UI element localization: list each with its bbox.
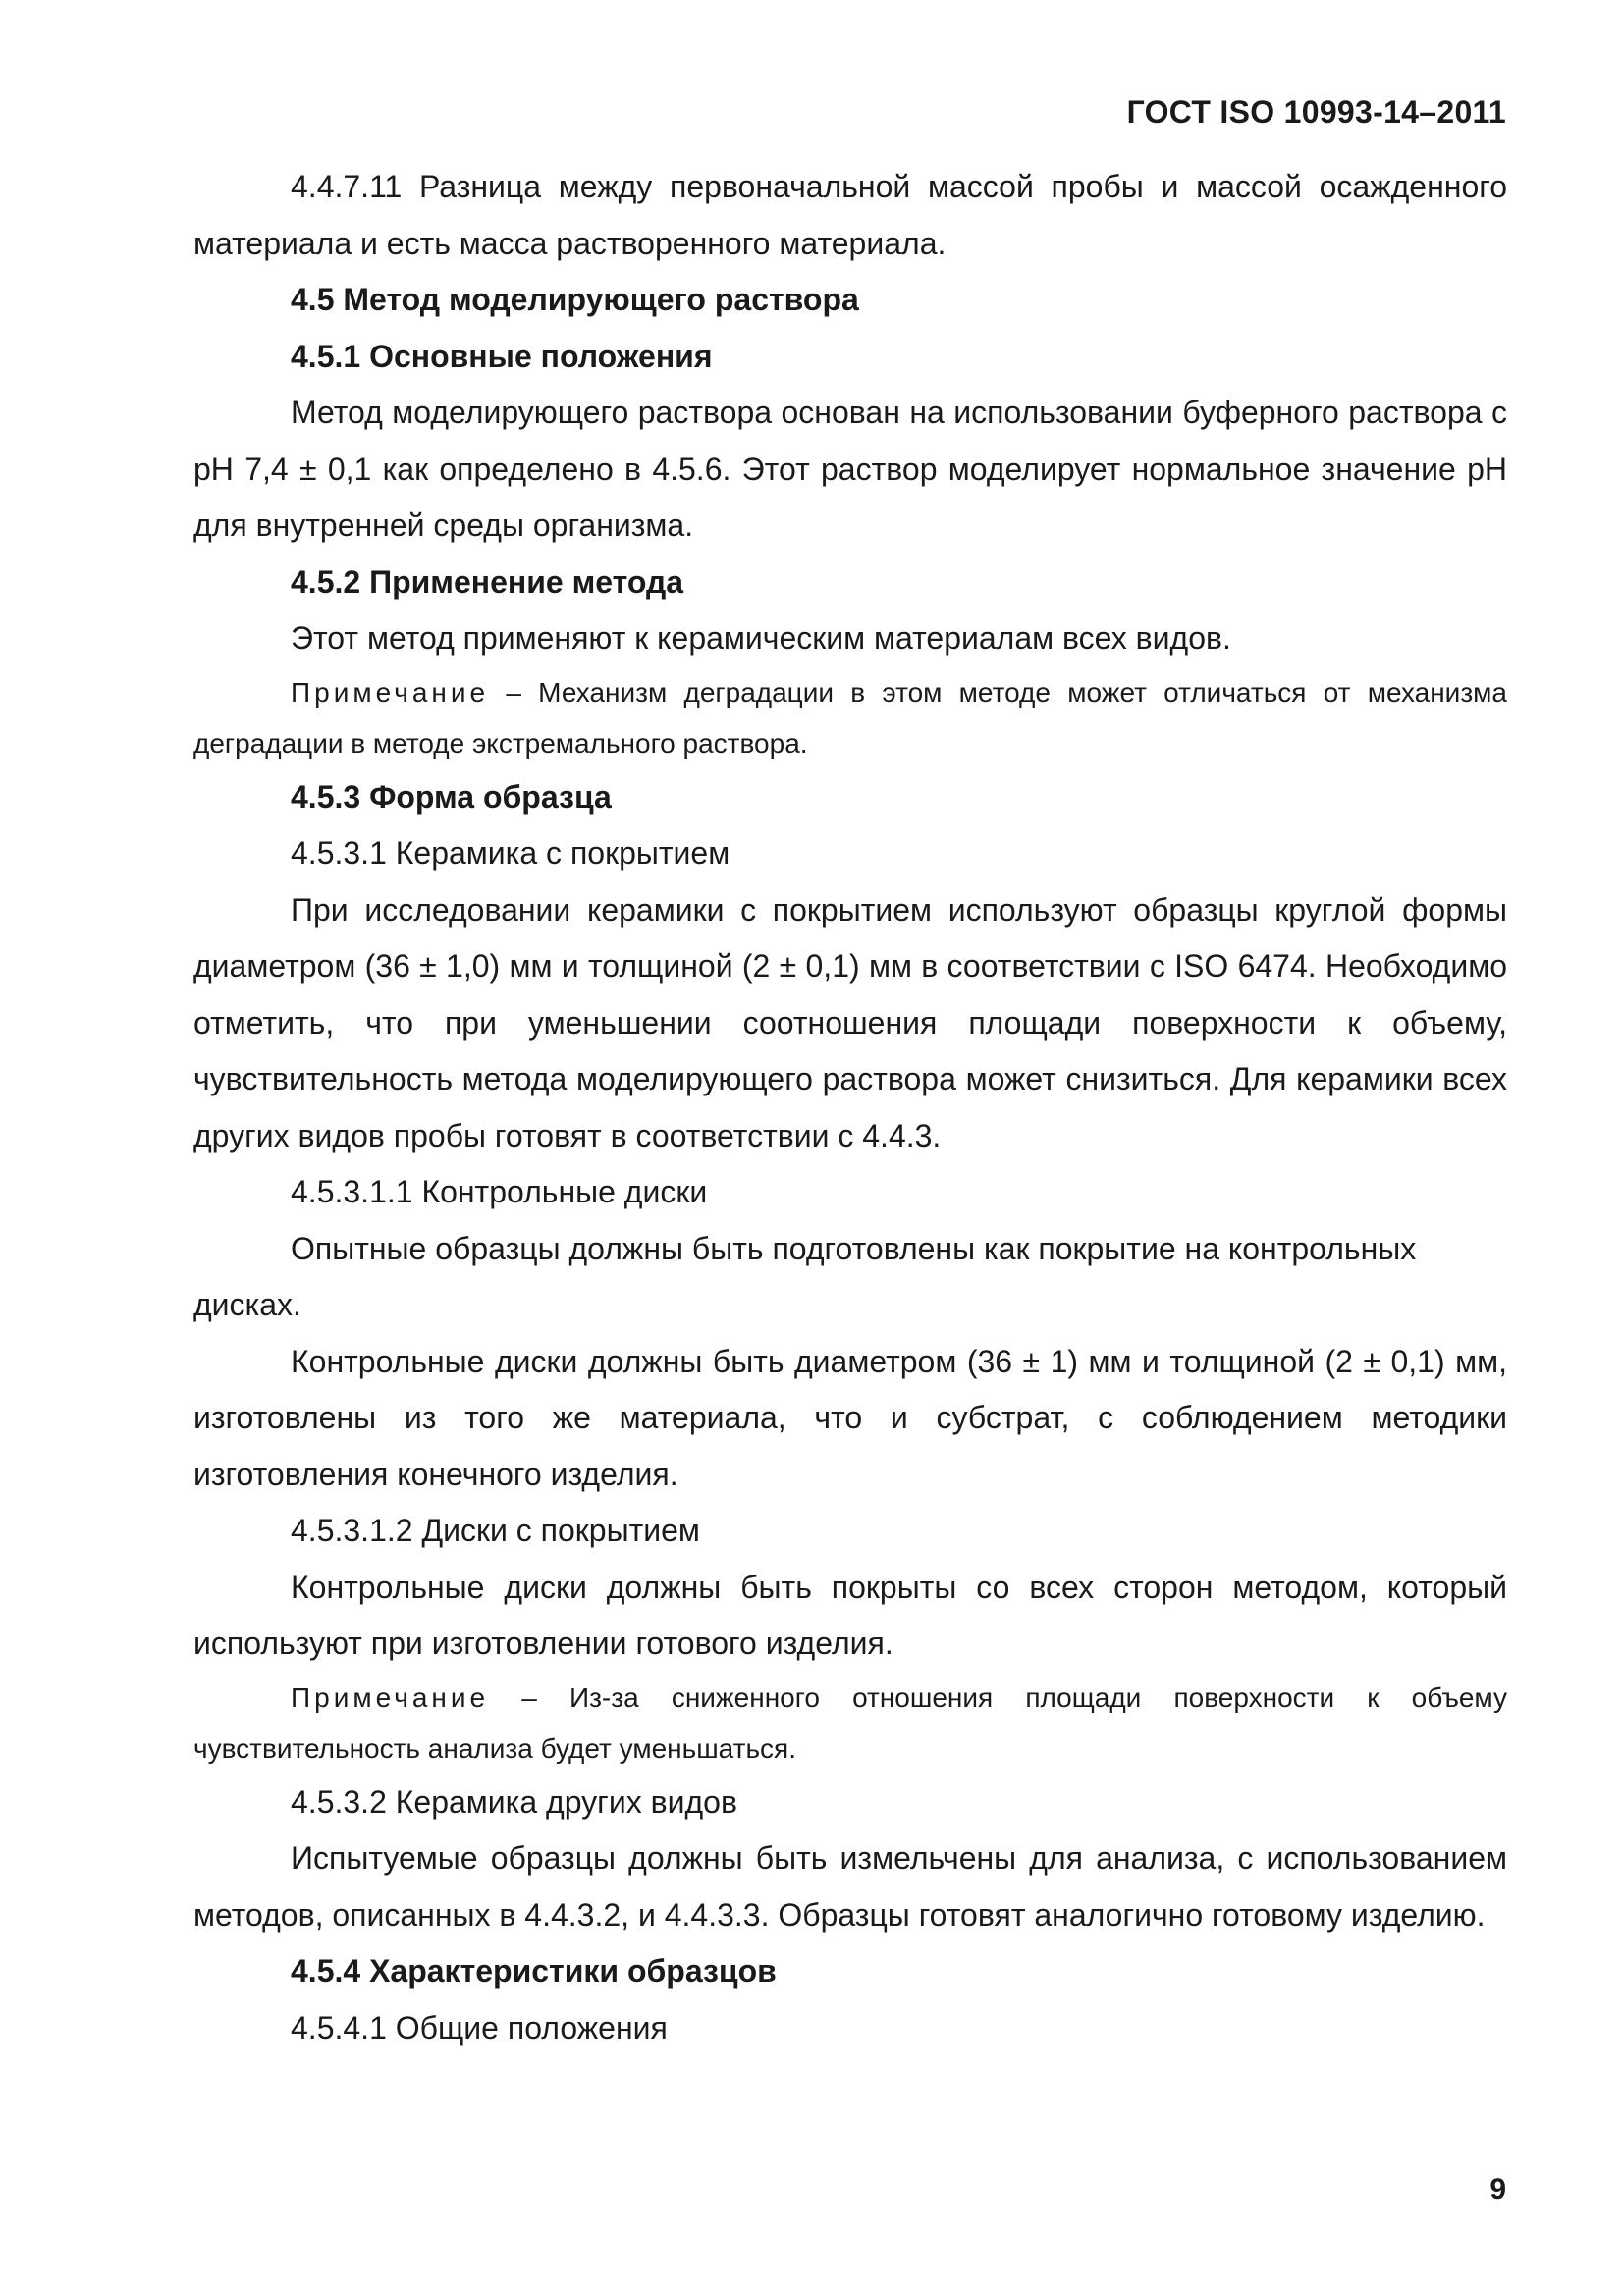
paragraph-4-5-3-1-body: При исследовании керамики с покрытием используют образцы круглой формы диаметром (36 ± 1,0) мм и толщиной (2 ± 0,1) мм в соответствии с ISO 6474. Необходимо отметить, что при уменьшении соотношения площади поверхности к объему, чувствительность метода моделирующего раствора может снизиться. Для керамики всех других видов пробы готовят в соответствии с 4.4.3. bbox=[193, 891, 1507, 1153]
document-code: ГОСТ ISO 10993-14–2011 bbox=[1126, 94, 1506, 130]
note-2 bbox=[193, 1673, 1507, 1775]
paragraph-4-5-4-1: 4.5.4.1 Общие положения bbox=[291, 2009, 668, 2046]
document-body bbox=[193, 159, 1507, 2056]
paragraph-4-5-3-1-1-b: Контрольные диски должны быть диаметром (36 ± 1) мм и толщиной (2 ± 0,1) мм, изготовлены из того же материала, что и субстрат, с соблюдением методики изготовления конечного изделия. bbox=[193, 1343, 1507, 1492]
paragraph-4-5-3-1-1-a: Опытные образцы должны быть подготовлены как покрытие на контрольных дисках. bbox=[193, 1230, 1417, 1322]
heading-4-5: 4.5 Метод моделирующего раствора bbox=[291, 282, 859, 317]
heading-4-5-3: 4.5.3 Форма образца bbox=[291, 778, 612, 815]
paragraph-4-5-3-1-2-body: Контрольные диски должны быть покрыты со всех сторон методом, который используют при изготовлении готового изделия. bbox=[193, 1569, 1507, 1661]
heading-4-5-4: 4.5.4 Характеристики образцов bbox=[291, 1953, 777, 1989]
note-2-text: – Из-за сниженного отношения площади поверхности к объему чувствительность анализа будет уменьшаться. bbox=[193, 1682, 1507, 1764]
paragraph-4-5-2: Этот метод применяют к керамическим материалам всех видов. bbox=[291, 620, 1231, 656]
note-1-label: Примечание bbox=[291, 676, 490, 708]
heading-4-5-1: 4.5.1 Основные положения bbox=[291, 338, 713, 374]
paragraph-4-5-1: Метод моделирующего раствора основан на использовании буферного раствора с pH 7,4 ± 0,1 как определено в 4.5.6. Этот раствор моделирует нормальное значение pH для внутренней среды организма. bbox=[193, 395, 1507, 543]
paragraph-4-5-3-2-title: 4.5.3.2 Керамика других видов bbox=[291, 1784, 737, 1820]
note-1-text: – Механизм деградации в этом методе может отличаться от механизма деградации в методе экстремального раствора. bbox=[193, 676, 1507, 759]
paragraph-4-5-3-1-title: 4.5.3.1 Керамика с покрытием bbox=[291, 835, 730, 871]
note-2-label: Примечание bbox=[291, 1682, 490, 1713]
page-number: 9 bbox=[1489, 2173, 1506, 2206]
paragraph-4-5-3-1-1-title: 4.5.3.1.1 Контрольные диски bbox=[291, 1174, 708, 1209]
paragraph-4-4-7-11: 4.4.7.11 Разница между первоначальной массой пробы и массой осажденного материала и есть масса растворенного материала. bbox=[193, 169, 1507, 261]
note-1 bbox=[193, 667, 1507, 770]
paragraph-4-5-3-2-body: Испытуемые образцы должны быть измельчены для анализа, с использованием методов, описанных в 4.4.3.2, и 4.4.3.3. Образцы готовят аналогично готовому изделию. bbox=[193, 1841, 1507, 1933]
heading-4-5-2: 4.5.2 Применение метода bbox=[291, 563, 684, 600]
paragraph-4-5-3-1-2-title: 4.5.3.1.2 Диски с покрытием bbox=[291, 1513, 700, 1548]
